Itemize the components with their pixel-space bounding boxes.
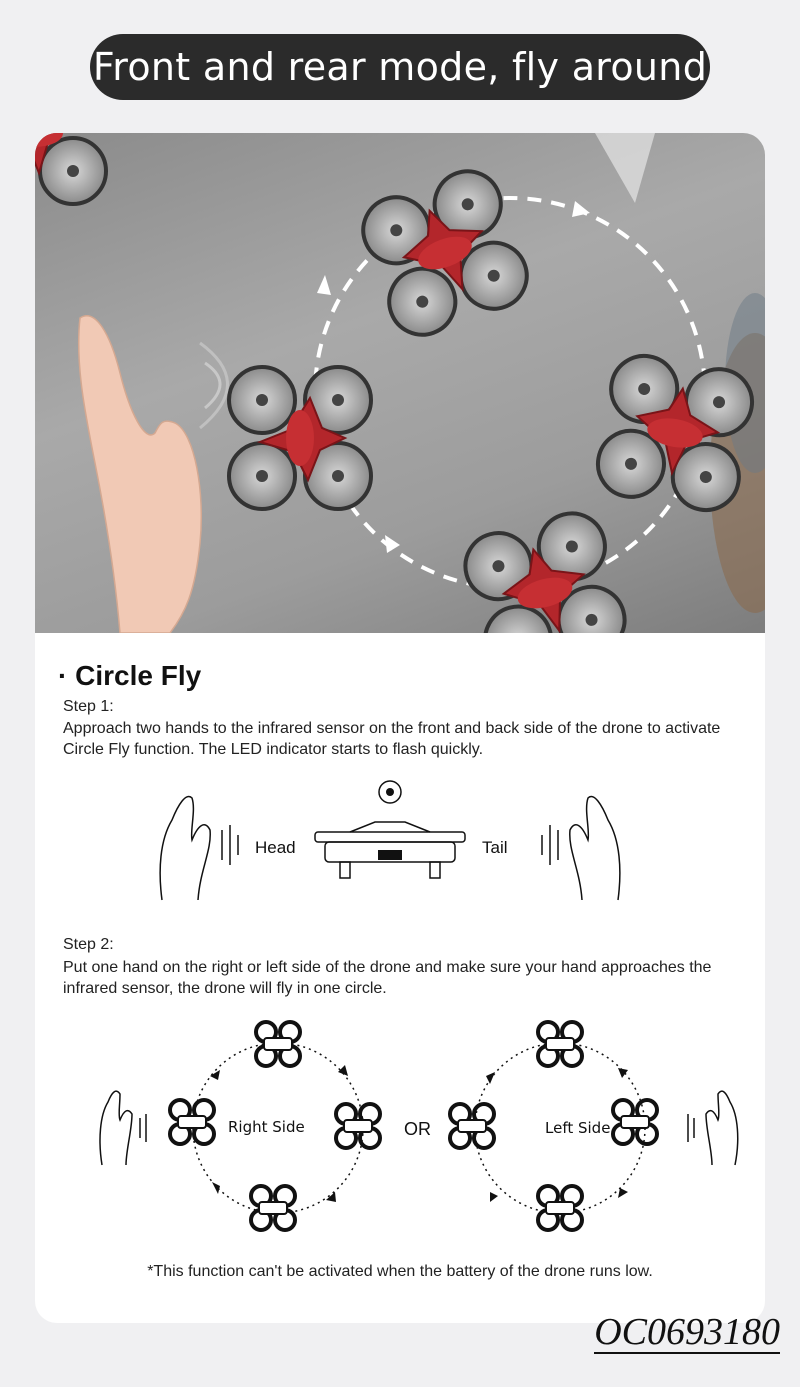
signal-waves-icon [205,363,220,408]
section-title-text: Circle Fly [75,660,202,691]
step2-label: Step 2: [63,936,114,953]
tail-label: Tail [482,838,508,857]
drone-icon [450,1104,494,1148]
step1-diagram [150,780,630,910]
drone-icon [170,1100,214,1144]
or-label: OR [404,1119,431,1139]
arrow-icon [572,201,590,217]
step2-text: Put one hand on the right or left side of the drone and make sure your hand approaches the infrared sensor, the drone will fly in one circle. [63,959,712,997]
drone-icon [593,351,758,516]
step1-label: Step 1: [63,698,114,715]
arrow-icon [618,1068,628,1078]
page-title: Front and rear mode, fly around [92,45,708,89]
left-side-label: Left Side [545,1119,611,1137]
arrow-icon [212,1182,220,1194]
drone-icon [251,1186,295,1230]
hand-icon [706,1091,738,1165]
right-side-label: Right Side [228,1118,305,1136]
drone-icon [229,367,371,509]
hand-icon [160,797,210,900]
drone-icon [613,1100,657,1144]
drone-circle-illustration [35,133,765,633]
battery-note: *This function can't be activated when the battery of the drone runs low. [147,1263,653,1280]
hand-icon [79,316,202,633]
arrow-icon [317,275,331,295]
step1-text: Approach two hands to the infrared sensor on the front and back side of the drone to activate Circle Fly function. The LED indicator starts to flash quickly. [63,720,721,758]
drone-icon [354,162,536,344]
header-banner [90,34,710,100]
hand-icon [100,1091,132,1165]
head-label: Head [255,838,296,857]
drone-icon [458,506,632,633]
drone-icon [538,1186,582,1230]
section-title [58,660,201,692]
arrow-icon [486,1072,495,1084]
arrow-icon [385,535,400,553]
drone-icon [315,822,465,878]
product-code: OC0693180 [594,1311,780,1353]
drone-icon [336,1104,380,1148]
product-photo [35,133,765,633]
arrow-icon [618,1188,628,1198]
arrow-icon [490,1192,498,1202]
bullet: · [58,660,68,691]
arrow-icon [210,1070,220,1080]
arrow-icon [326,1192,336,1202]
hand-icon [570,797,620,900]
